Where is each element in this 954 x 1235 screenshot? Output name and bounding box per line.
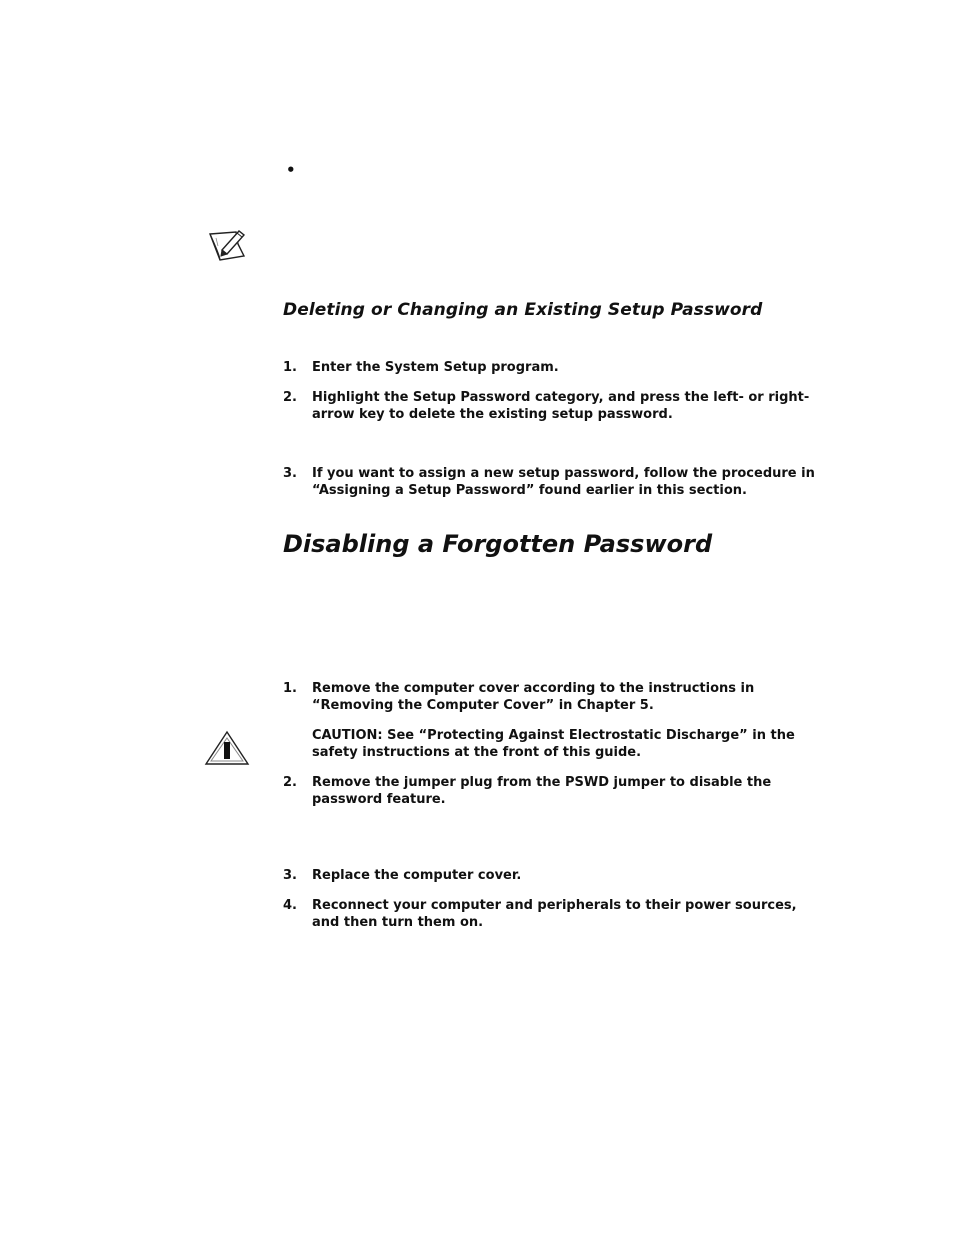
step-text: Replace the computer cover. bbox=[312, 868, 522, 883]
list-item bbox=[283, 897, 823, 931]
step-number: 1. bbox=[283, 681, 297, 696]
step-text: Remove the computer cover according to the instructions in “Removing the Computer Cover” in Chapter 5. bbox=[312, 681, 755, 713]
step-number: 3. bbox=[283, 868, 297, 883]
bullet-point: • bbox=[286, 161, 296, 179]
note-pencil-icon bbox=[206, 226, 252, 266]
step-text: Enter the System Setup program. bbox=[312, 360, 559, 375]
step-number: 1. bbox=[283, 360, 297, 375]
caution-triangle-icon bbox=[204, 730, 250, 766]
section-heading-deleting: Deleting or Changing an Existing Setup Password bbox=[283, 300, 763, 320]
step-text: If you want to assign a new setup password, follow the procedure in “Assigning a Setup Password” found earlier in this section. bbox=[312, 466, 815, 498]
step-number: 3. bbox=[283, 466, 297, 481]
list-item bbox=[283, 359, 823, 376]
step-text: Highlight the Setup Password category, and press the left- or right-arrow key to delete the existing setup password. bbox=[312, 390, 810, 422]
step-number: 2. bbox=[283, 390, 297, 405]
caution-text: CAUTION: See “Protecting Against Electrostatic Discharge” in the safety instructions at the front of this guide. bbox=[312, 728, 795, 760]
step-text: Remove the jumper plug from the PSWD jumper to disable the password feature. bbox=[312, 775, 772, 807]
list-item bbox=[283, 389, 823, 423]
list-item bbox=[283, 465, 823, 499]
list-item bbox=[283, 867, 823, 884]
section-heading-disabling: Disabling a Forgotten Password bbox=[283, 530, 713, 558]
step-text: Reconnect your computer and peripherals to their power sources, and then turn them on. bbox=[312, 898, 797, 930]
list-item bbox=[283, 774, 823, 808]
list-item bbox=[283, 680, 823, 714]
step-number: 2. bbox=[283, 775, 297, 790]
step-number: 4. bbox=[283, 898, 297, 913]
